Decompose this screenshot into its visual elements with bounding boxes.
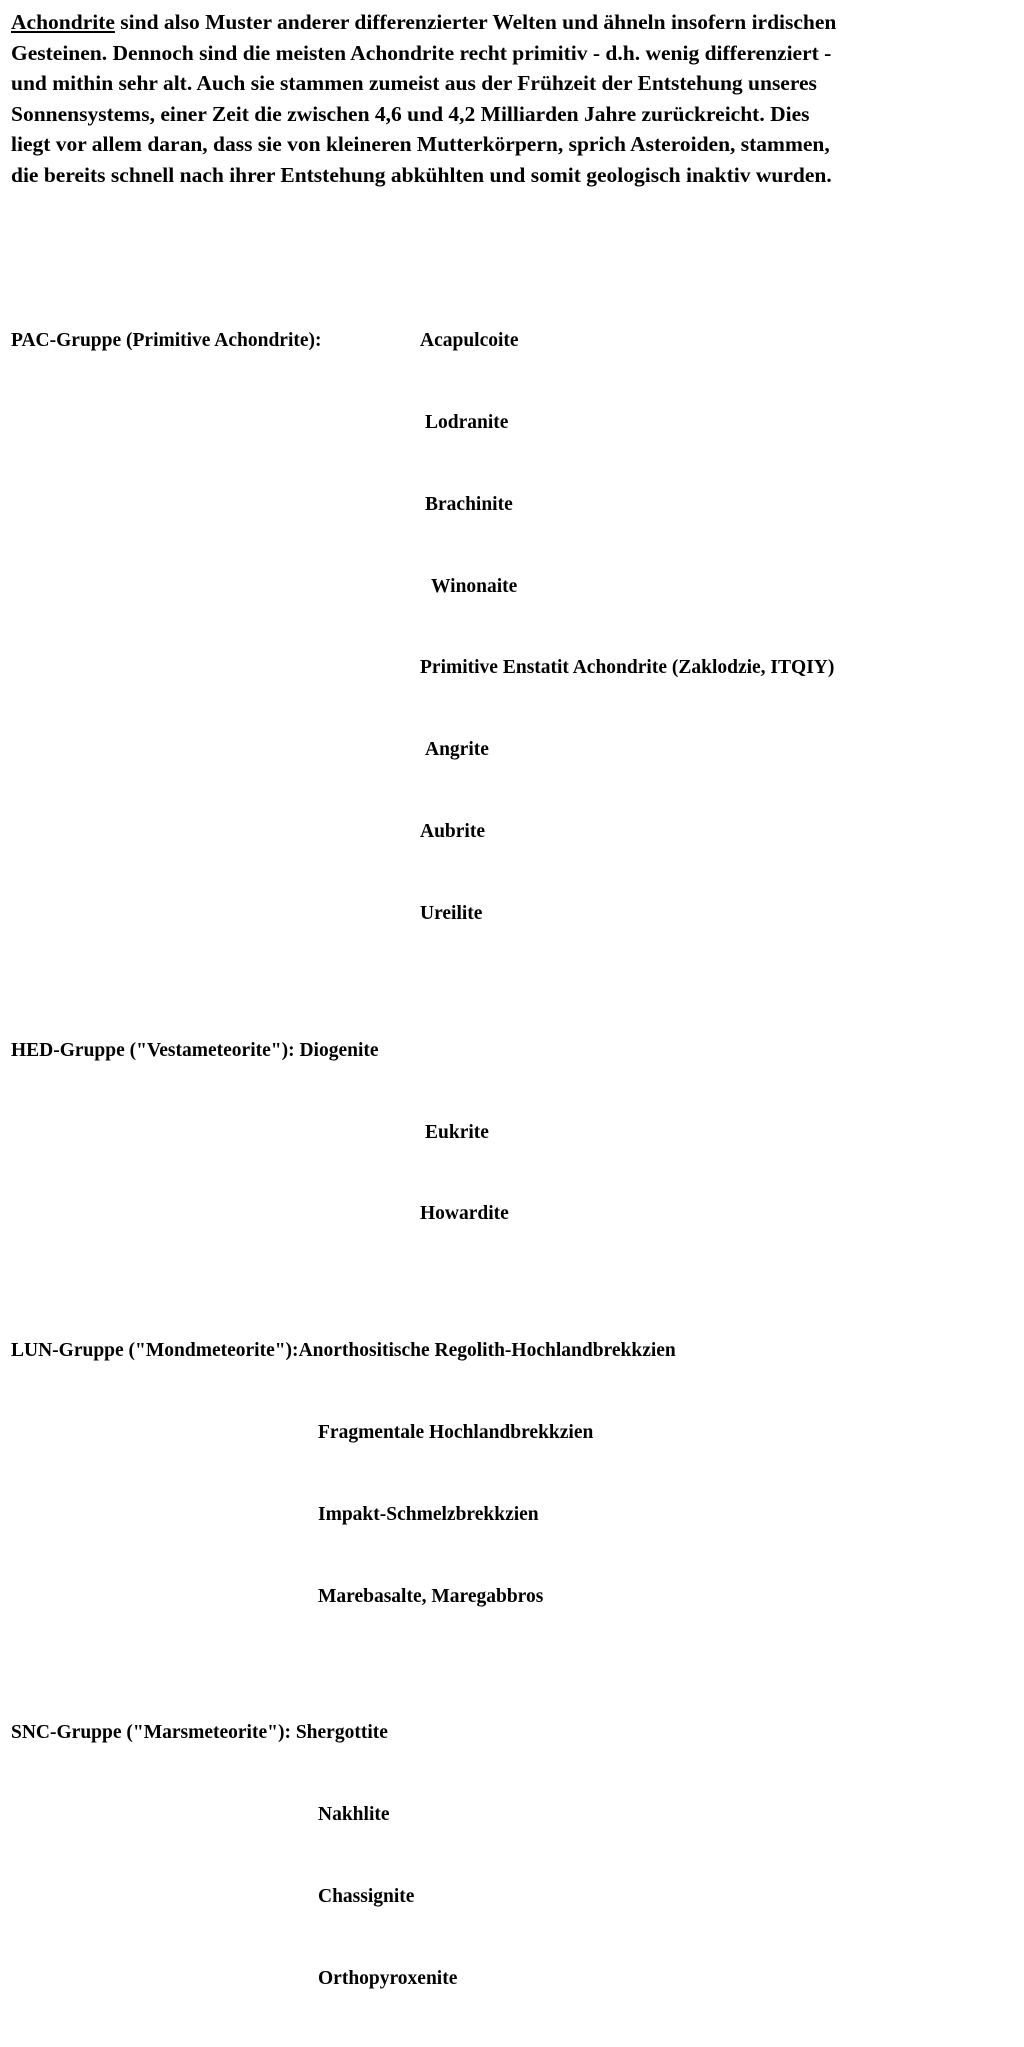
list-row <box>11 1337 1011 1364</box>
intro-line: Sonnensystems, einer Zeit die zwischen 4,6 und 4,2 Milliarden Jahre zurückreicht. Dies <box>11 101 810 126</box>
intro-line-1-rest: sind also Muster anderer differenzierter Welten und ähneln insofern irdischen <box>114 10 837 34</box>
intro-line <box>11 7 1011 38</box>
list-row <box>11 1719 1011 1746</box>
list-item: Shergottite <box>295 1722 388 1744</box>
list-item: Nakhlite <box>318 1803 390 1825</box>
list-item: Primitive Enstatit Achondrite (Zaklodzie, ITQIY) <box>420 657 835 679</box>
hed-group-row <box>11 1037 379 1064</box>
list-item: Anorthositische Regolith-Hochlandbrekkzien <box>298 1339 676 1361</box>
pac-group-label: PAC-Gruppe (Primitive Achondrite): <box>11 329 322 351</box>
list-item: Howardite <box>420 1203 509 1225</box>
list-row <box>11 818 1011 845</box>
snc-group-label: SNC-Gruppe ("Marsmeteorite"): <box>11 1722 296 1744</box>
list-row <box>11 573 1011 600</box>
list-row <box>11 409 1011 436</box>
list-item: Acapulcoite <box>420 329 519 351</box>
list-row <box>11 1965 1011 1992</box>
list-item: Fragmentale Hochlandbrekkzien <box>318 1421 594 1443</box>
list-row <box>11 327 1011 354</box>
list-row <box>11 1583 1011 1610</box>
intro-line: die bereits schnell nach ihrer Entstehung abkühlten und somit geologisch inaktiv wurden. <box>11 162 832 187</box>
list-row <box>11 491 1011 518</box>
list-item: Aubrite <box>420 821 485 843</box>
intro-line: liegt vor allem daran, dass sie von kleineren Mutterkörpern, sprich Asteroiden, stammen, <box>11 132 830 157</box>
list-item: Angrite <box>425 739 489 761</box>
intro-line: Gesteinen. Dennoch sind die meisten Achondrite recht primitiv - d.h. wenig differenziert - <box>11 40 832 65</box>
list-item: Chassignite <box>318 1885 415 1907</box>
list-row <box>11 654 1011 681</box>
lun-group-row <box>11 1337 676 1364</box>
list-item: Eukrite <box>425 1121 489 1143</box>
list-row <box>11 1419 1011 1446</box>
list-item: Marebasalte, Maregabbros <box>318 1585 544 1607</box>
list-item: Brachinite <box>425 493 513 515</box>
list-row <box>11 1119 1011 1146</box>
hed-group-label: HED-Gruppe ("Vestameteorite"): <box>11 1039 300 1061</box>
lun-group-label: LUN-Gruppe ("Mondmeteorite"): <box>11 1339 299 1361</box>
list-row <box>11 900 1011 927</box>
list-item: Lodranite <box>425 411 509 433</box>
list-item: Winonaite <box>431 575 518 597</box>
list-item: Orthopyroxenite <box>318 1967 458 1989</box>
list-row <box>11 1037 1011 1064</box>
list-item: Impakt-Schmelzbrekkzien <box>318 1503 539 1525</box>
achondrite-link[interactable]: Achondrite <box>11 10 115 34</box>
snc-group-row <box>11 1719 388 1746</box>
intro-line: und mithin sehr alt. Auch sie stammen zumeist aus der Frühzeit der Entstehung unseres <box>11 71 817 96</box>
list-row <box>11 1200 1011 1227</box>
list-row <box>11 1501 1011 1528</box>
list-row <box>11 736 1011 763</box>
list-row <box>11 1883 1011 1910</box>
intro-paragraph <box>11 7 1011 191</box>
achondrite-group-list <box>11 245 1011 2019</box>
list-item: Diogenite <box>299 1039 379 1061</box>
list-row <box>11 1801 1011 1828</box>
list-item: Ureilite <box>420 903 483 925</box>
